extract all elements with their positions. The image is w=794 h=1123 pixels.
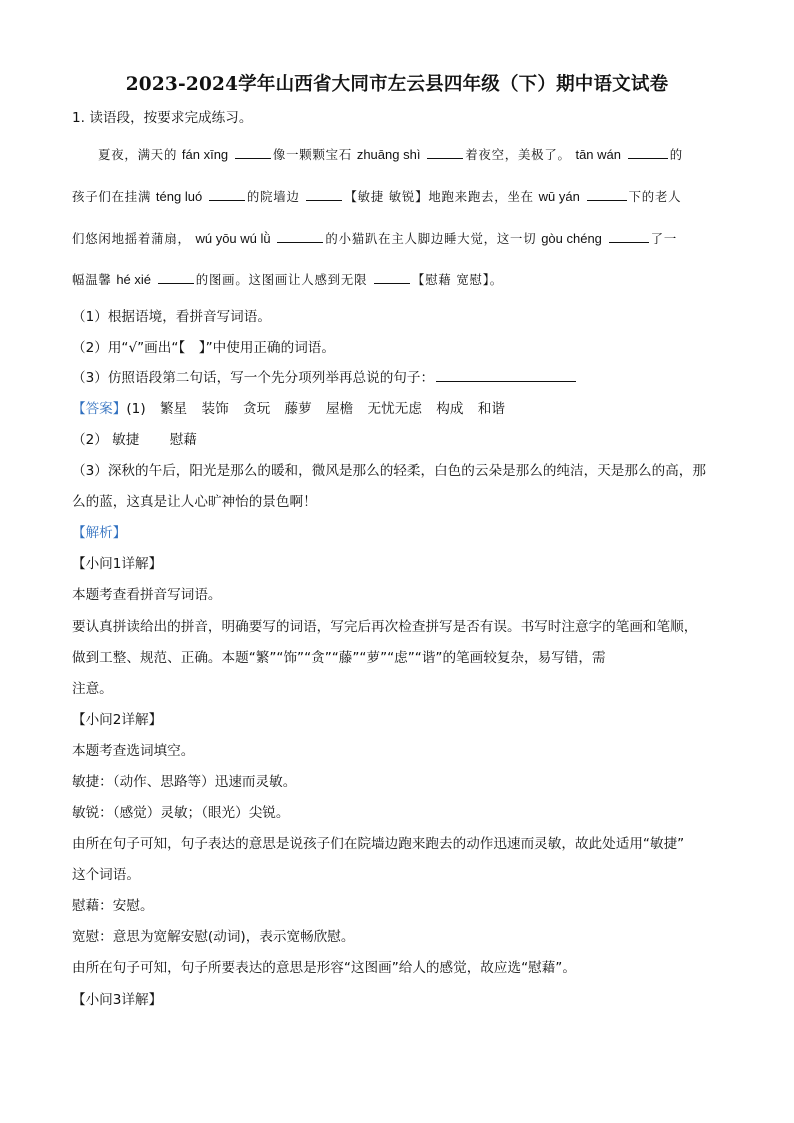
answer-line-1 <box>72 399 505 419</box>
passage-line-2 <box>72 187 681 207</box>
sub-question-1: （1）根据语境，看拼音写词语。 <box>72 309 271 325</box>
answer-word: 贪玩 <box>243 401 271 417</box>
passage-text: 的 <box>669 147 683 162</box>
passage-text: 夏夜，满天的 <box>98 147 178 162</box>
answer-blank[interactable] <box>374 270 410 284</box>
answer-blank[interactable] <box>235 145 271 159</box>
passage-text: 孩子们在挂满 <box>72 189 152 204</box>
pinyin-tan-wan: tān wán <box>575 147 622 162</box>
sub-question-3-text: （3）仿照语段第二句话，写一个先分项列举再总说的句子： <box>72 370 435 386</box>
answer-tag: 【答案】 <box>72 401 127 417</box>
analysis-text: 这个词语。 <box>72 867 140 883</box>
passage-text: 幅温馨 <box>72 272 112 287</box>
analysis-text: 本题考查看拼音写词语。 <box>72 587 222 603</box>
pinyin-wu-yan: wū yán <box>538 189 580 204</box>
answer-blank[interactable] <box>628 145 668 159</box>
answer-word: 敏捷 <box>112 432 140 448</box>
passage-text: 下的老人 <box>628 189 682 204</box>
passage-text: 了一 <box>650 231 678 246</box>
analysis-text: 由所在句子可知，句子所要表达的意思是形容“这图画”给人的感觉，故应选“慰藉”。 <box>72 960 576 976</box>
analysis-text: 敏锐：（感觉）灵敏；（眼光）尖锐。 <box>72 805 290 821</box>
analysis-text: 宽慰：意思为宽解安慰(动词)，表示宽畅欣慰。 <box>72 929 355 945</box>
analysis-tag: 【解析】 <box>72 525 127 541</box>
analysis-text: 注意。 <box>72 681 113 697</box>
passage-line-1 <box>98 145 683 165</box>
answer-blank[interactable] <box>609 229 649 243</box>
answer-word: 无忧无虑 <box>367 401 422 417</box>
question-prompt <box>72 108 252 128</box>
question-number: 1. <box>72 110 85 126</box>
answer-line-2 <box>72 430 197 450</box>
passage-text: 的院墙边 <box>246 189 300 204</box>
answer-word: 装饰 <box>201 401 229 417</box>
answer-line-4: 么的蓝，这真是让人心旷神怡的景色啊！ <box>72 494 317 510</box>
answer-word: 慰藉 <box>169 432 197 448</box>
answer-blank[interactable] <box>436 368 576 382</box>
answer-word: 构成 <box>436 401 464 417</box>
pinyin-he-xie: hé xié <box>116 272 152 287</box>
answer-blank[interactable] <box>158 270 194 284</box>
answer-word: 屋檐 <box>326 401 354 417</box>
analysis-text: 本题考查选词填空。 <box>72 743 195 759</box>
pinyin-gou-cheng: gòu chéng <box>541 231 602 246</box>
answer-word: 藤萝 <box>284 401 312 417</box>
answer-line-3: （3）深秋的午后，阳光是那么的暖和，微风是那么的轻柔，白色的云朵是那么的纯洁，天是那么的高，那 <box>72 463 706 479</box>
passage-line-4 <box>72 270 503 290</box>
analysis-q2-heading: 【小问2详解】 <box>72 712 163 728</box>
passage-text: 【敏捷 敏锐】地跑来跑去，坐在 <box>344 189 534 204</box>
answer-prefix: （2） <box>72 432 108 448</box>
passage-text: 的小猫趴在主人脚边睡大觉，这一切 <box>325 231 537 246</box>
sub-question-3 <box>72 368 578 388</box>
analysis-q3-heading: 【小问3详解】 <box>72 992 163 1008</box>
passage-line-3 <box>72 229 677 249</box>
analysis-text: 要认真拼读给出的拼音，明确要写的词语，写完后再次检查拼写是否有误。书写时注意字的笔画和笔顺， <box>72 619 698 635</box>
analysis-text: 做到工整、规范、正确。本题“繁”“饰”“贪”“藤”“萝”“虑”“谐”的笔画较复杂，易写错，需 <box>72 650 606 666</box>
question-text: 读语段，按要求完成练习。 <box>89 110 253 126</box>
passage-text: 【慰藉 宽慰】。 <box>412 272 503 287</box>
answer-blank[interactable] <box>306 187 342 201</box>
page-title: 2023-2024学年山西省大同市左云县四年级（下）期中语文试卷 <box>125 74 669 95</box>
answer-word: 和谐 <box>477 401 505 417</box>
analysis-q1-heading: 【小问1详解】 <box>72 556 163 572</box>
analysis-text: 由所在句子可知，句子表达的意思是说孩子们在院墙边跑来跑去的动作迅速而灵敏，故此处适用“敏捷” <box>72 836 685 852</box>
analysis-text: 慰藉：安慰。 <box>72 898 154 914</box>
passage-text: 的图画。这图画让人感到无限 <box>195 272 368 287</box>
passage-text: 着夜空，美极了。 <box>465 147 571 162</box>
pinyin-fan-xing: fán xīng <box>181 147 229 162</box>
answer-blank[interactable] <box>587 187 627 201</box>
passage-text: 像一颗颗宝石 <box>272 147 353 162</box>
pinyin-zhuang-shi: zhuāng shì <box>356 147 421 162</box>
answer-word: 繁星 <box>159 401 188 417</box>
pinyin-teng-luo: téng luó <box>155 189 203 204</box>
pinyin-wu-you-wu-lv: wú yōu wú lǜ <box>195 231 271 246</box>
analysis-text: 敏捷：（动作、思路等）迅速而灵敏。 <box>72 774 297 790</box>
answer-blank[interactable] <box>427 145 463 159</box>
passage-text: 们悠闲地摇着蒲扇， <box>72 231 191 246</box>
sub-question-2: （2）用“√”画出“【 】”中使用正确的词语。 <box>72 340 335 356</box>
answer-blank[interactable] <box>209 187 245 201</box>
answer-blank[interactable] <box>277 229 323 243</box>
answer-prefix: (1) <box>126 401 146 417</box>
